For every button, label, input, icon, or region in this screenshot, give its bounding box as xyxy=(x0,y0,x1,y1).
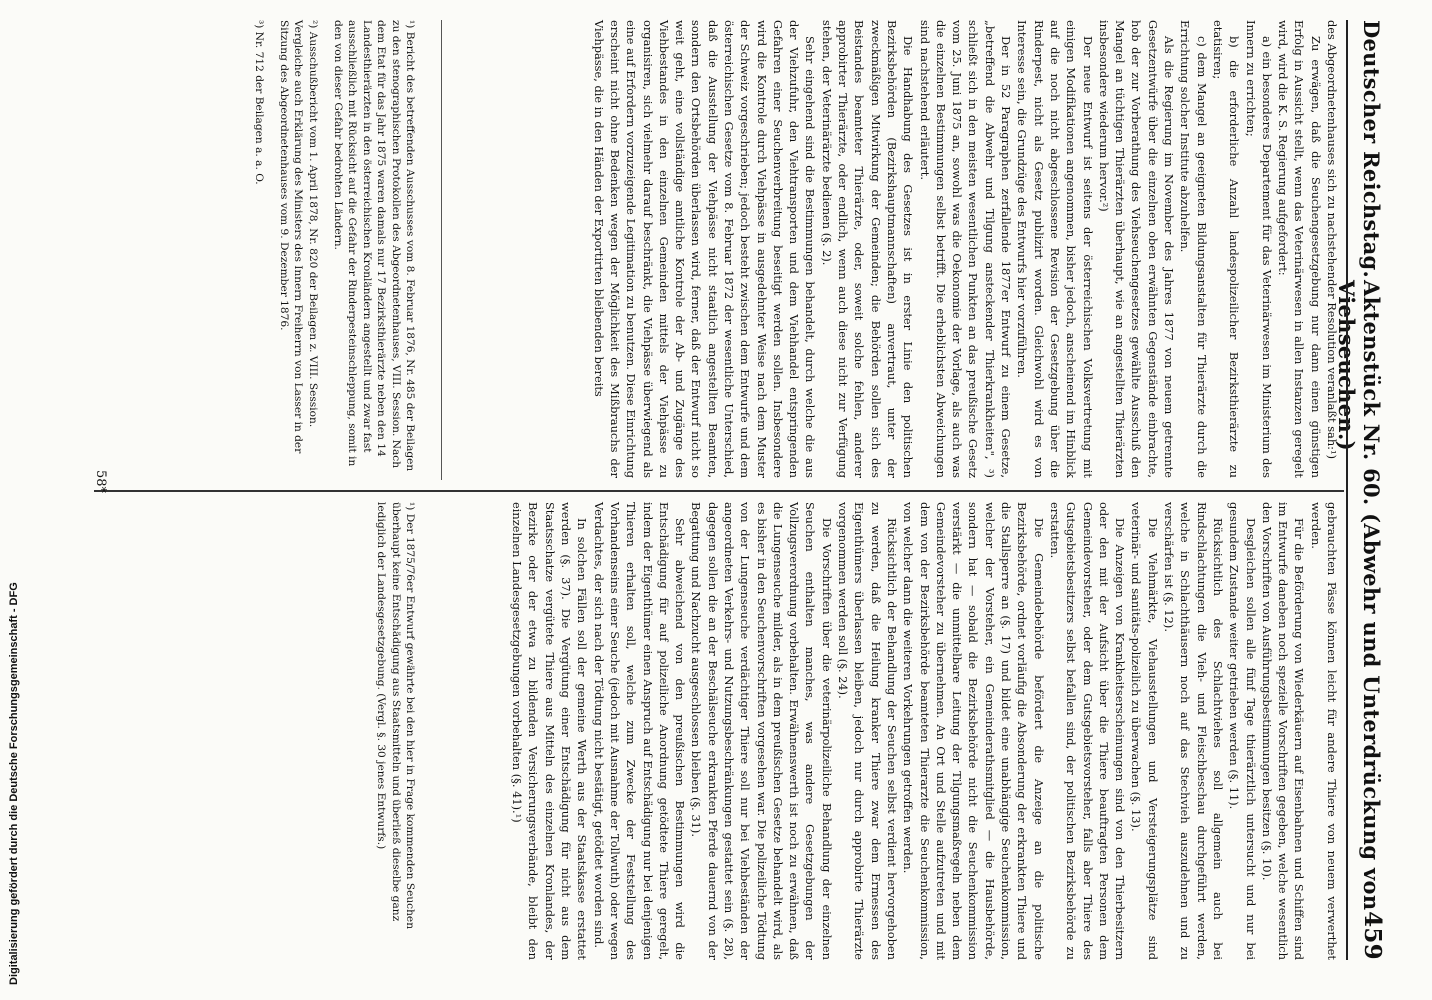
left-paragraph-10: Sehr eingehend sind die Bestimmungen behandelt, durch welche die aus der Viehzufuhr, den Viehtransporten und dem Viehhandel entspringenden Gefahren einer Seuchenverbreitung beseitigt werden sollen. Insbesondere wird die Kontrole durch Viehpässe in ausgedehnter Weise nach dem Muster der Schweiz vorgeschrieben; jedoch besteht zwischen dem Entwurfe und dem österreichischen Gesetze vom 8. Februar 1872 der wesentliche Unterschied, daß die Ausstellung der Viehpässe nicht staatlich angestellten Beamten, sondern den Ortsbehörden überlassen wird, ferner, daß der Entwurf nicht so weit geht, eine vollständige amtliche Kontrole der Ab- und Zugänge des Viehbestandes in den einzelnen Gemeinden mittels der Viehpässe zu organisiren, sich vielmehr darauf beschränkt, die Viehpässe überwiegend als eine auf Erfordern vorzuzeigende Legitimation zu benutzen. Diese Einrichtung erscheint nicht ohne Bedenken wegen der Möglichkeit des Mißbrauchs der Viehpässe, die in den Händen der Exportirten bleibenden bereits xyxy=(591,20,818,478)
side-stamp xyxy=(8,0,24,1000)
left-paragraph-2: Zu erwägen, daß die Seuchengesetzgebung nur dann einen günstigen Erfolg in Aussicht stellt, wenn das Veterinärwesen in allen Instanzen geregelt wird, wird die K. S. Regierung aufgefordert: xyxy=(1276,20,1323,478)
header-document-title: Aktenstück Nr. 60. (Abwehr und Unterdrückung von Viehseuchen.) xyxy=(1334,280,1384,911)
right-paragraph-6: Die Anzeigen von Krankheitserscheinungen sind von den Thierbesitzern oder den mit der Aufsicht über die Thiere beauftragten Personen dem Gemeindevorsteher, oder dem Gutsgebietsvorsteher, falls aber Thiere des Gutsgebietsbesitzers selbst befallen sind, der politischen Bezirksbehörde zu erstatten. xyxy=(1047,502,1128,960)
left-footnotes xyxy=(241,20,428,478)
right-column xyxy=(509,502,1340,960)
right-paragraph-9: Die Vorschriften über die veterinärpolizeiliche Behandlung der einzelnen Seuchen enthalten manches, was andere Gesetzgebungen der Vollzugsverordnung vorbehalten. Erwähnenswerth ist noch zu erwähnen, daß die Lungenseuche milder, als in dem preußischen Gesetze behandelt wird, als es bisher in den Seuchenvorschriften vorgesehen war. Die polizeiliche Tödtung von der Lungenseuche verdächtiger Thiere soll nur bei Viehbeständen der angeordneten Verkehrs- und Nutzungsbeschränkungen gestattet sein (§. 28), dagegen sollen die an der Beschälseuche erkrankten Pferde dauernd von der Begattung und Nachzucht ausgeschlossen bleiben (§. 31). xyxy=(689,502,834,960)
left-footnote-2: ²) Ausschußbericht vom 1. April 1878, Nr. 820 der Beilagen z. VIII. Session. Vergleiche auch Erklärung des Ministers des Innern Freiherrn von Lasser in der Sitzung des Abgeordnetenhauses vom 9. Dezember 1876. xyxy=(277,20,319,454)
right-footnotes xyxy=(363,502,428,960)
right-paragraph-8: Rücksichtlich der Behandlung der Seuchen selbst verdient hervorgehoben zu werden, daß die Heilung kranker Thiere zwar dem Ermessen des Eigenthümers überlassen bleiben, jedoch nur durch approbirte Thierärzte vorgenommen werden soll (§. 24). xyxy=(836,502,899,960)
left-paragraph-9: Die Handhabung des Gesetzes ist in erster Linie den politischen Bezirksbehörden (Bezirkshauptmannschaften) anvertraut, unter der zweckmäßigen Mitwirkung der Gemeinden; die Behörden sollen sich des Beistandes beamteter Thierärzte, oder, soweit solche fehlen, anderer approbirter Thierärzte, oder endlich, wenn auch diese nicht zur Verfügung stehen, der Veterinärärzte bedienen (§. 2). xyxy=(819,20,916,478)
right-paragraph-11: In solchen Fällen soll der gemeine Werth aus der Staatskasse erstattet werden (§. 37). Die Vergütung einer Entschädigung für nicht aus dem Staatsschatze vergütete Thiere aus Mitteln des einzelnen Kronlandes, der Bezirke oder der etwa zu bildenden Versicherungsverbände, bleibt den einzelnen Landesgesetzgebungen vorbehalten (§. 41).¹) xyxy=(510,502,590,960)
page-footer-number: 58* xyxy=(93,470,108,494)
header-rule xyxy=(1346,20,1348,960)
right-paragraph-2: Für die Beförderung von Wiederkäuern auf Eisenbahnen und Schiffen sind im Entwurfe daneben noch spezielle Vorschriften gegeben, welche wesentlich den Vorschriften von Ausführungsbestimmungen besitzen (§. 10). xyxy=(1259,502,1307,960)
column-divider xyxy=(94,490,1344,492)
left-footnote-3: ³) Nr. 712 der Beilagen a. a. O. xyxy=(252,20,265,185)
right-paragraph-7: Die Gemeindebehörde befördert die Anzeige an die politische Bezirksbehörde, ordnet vorläufig die Absonderung der erkrankten Thiere und die Stallsperre an (§. 17) und bildet eine unabhängige Seuchenkommission, welcher der Vorsteher, ein Gemeinderathsmitglied — die Hausbehörde, sondern hat — sobald die Bezirksbehörde nicht die Seuchenkommission verstärkt — die unmittelbare Leitung der Tilgungsmaßregeln neben dem Gemeindevorsteher zu übernehmen. An Ort und Stelle aufzutreten und mit dem von der Bezirksbehörde beamteten Thierarzte die Seuchenkommission, von welcher dann die weiteren Vorkehrungen getroffen werden. xyxy=(901,502,1046,960)
left-footnote-rule xyxy=(441,20,442,480)
right-paragraph-3: Desgleichen sollen alle fünf Tage thierärztlich untersucht und nur bei gesundem Zustande weiter getrieben werden (§. 11). xyxy=(1227,502,1258,960)
left-paragraph-7: Der neue Entwurf ist seitens der österreichischen Volksvertretung mit einigen Modifikationen angenommen, bisher jedoch, anscheinend im Hinblick auf die noch nicht abgeschlossene Revision der Gesetzgebung über die Rinderpest, nicht als Gesetz publizirt worden. Gleichwohl wird es von Interesse sein, die Grundzüge des Entwurfs hier vorzuführen. xyxy=(1015,20,1095,478)
left-paragraph-3: a) ein besonderes Departement für das Veterinärwesen im Ministerium des Innern zu errichten; xyxy=(1243,20,1274,478)
left-paragraph-8: Der in 52 Paragraphen zerfallende 1877er Entwurf zu einem Gesetze, „betreffend die Abwehr und Tilgung ansteckender Thierkrankheiten", ³) schließt sich in den meisten wesentlichen Punkten an das preußische Gesetz vom 25. Juni 1875 an, sowohl was die Oekonomie der Vorlage, als auch was die einzelnen Bestimmungen selbst betrifft. Die erheblichsten Abweichungen sind nachstehend erläutert. xyxy=(917,20,1014,478)
rotated-scan xyxy=(15,0,1400,980)
header-left-title: Deutscher Reichstag. xyxy=(1359,20,1384,279)
left-footnote-1: ¹) Bericht des betreffenden Ausschusses vom 8. Februar 1876, Nr. 485 der Beilagen zu den stenographischen Protokollen des Abgeordnetenhauses, VIII. Session. Nach dem Etat für das Jahr 1875 waren damals nur 17 Bezirksthierärzte neben den 14 Landesthierärzten in den österreichischen Kronländern angestellt und zwar fast ausschließlich mit Rücksicht auf die Gefahr der Rinderpesteinschleppung, somit in den von dieser Gefahr bedrohten Ländern. xyxy=(331,20,417,472)
header-page-number: 459 xyxy=(1359,911,1386,960)
left-paragraph-1: des Abgeordnetenhauses sich zu nachstehender Resolution veranlaßt sah:¹) xyxy=(1325,20,1339,460)
page-header xyxy=(1334,20,1390,960)
left-paragraph-6: Als die Regierung im November des Jahres 1877 von neuem getrennte Gesetzentwürfe über die einzelnen oben erwähnten Gegenstände einbrachte, hob der zur Vorberathung des Viehseuchengesetzes gewählte Ausschuß den Mangel an tüchtigen Thierärzten überhaupt, wie an angestellten Thierärzten insbesondere wiederum hervor.²) xyxy=(1096,20,1177,478)
side-stamp-text: Digitalisierung gefördert durch die Deutsche Forschungsgemeinschaft - DFG xyxy=(8,582,20,985)
right-paragraph-1: gebrauchten Pässe können leicht für andere Thiere von neuem verwerthet werden. xyxy=(1308,502,1339,960)
left-paragraph-5: c) dem Mangel an geeigneten Bildungsanstalten für Thierärzte durch die Errichtung solcher Institute abzuhelfen. xyxy=(1178,20,1209,478)
right-paragraph-4: Rücksichtlich des Schlachtviehes soll allgemein auch bei Rindschlachtungen die Vieh- und Fleischbeschau durchgeführt werden, welche in Schlachthäusern noch auf das Stechvieh auszudehnen und zu verschärfen ist (§. 12). xyxy=(1162,502,1225,960)
right-footnote-1: ¹) Der 1875/76er Entwurf gewährte bei den hier in Frage kommenden Seuchen überhaupt keine Entschädigung aus Staatsmitteln und überließ dieselbe ganz lediglich der Landesgesetzgebung. (Vergl. §. 30 jenes Entwurfs.) xyxy=(375,502,417,930)
right-paragraph-5: Die Viehmärkte, Viehausstellungen und Versteigerungsplätze sind veterinär- und sanitäts-polizeilich zu überwachen (§. 13). xyxy=(1129,502,1160,960)
left-paragraph-4: b) die erforderliche Anzahl landespolizeilicher Bezirksthierärzte zu etatisiren; xyxy=(1210,20,1242,478)
right-paragraph-10: Sehr abweichend von den preußischen Bestimmungen wird die Entschädigung für auf polizeiliche Anordnung getödtete Thiere geregelt, indem der Eigenthümer einen Anspruch auf Entschädigung nur bei denjenigen Thieren erhalten soll, welche zum Zwecke der Feststellung des Vorhandenseins einer Seuche (jedoch mit Ausnahme der Tollwuth) oder wegen Verdachtes, der sich nach der Tödtung nicht bestätigt, getödtet worden sind. xyxy=(591,502,688,960)
left-column xyxy=(590,20,1340,478)
